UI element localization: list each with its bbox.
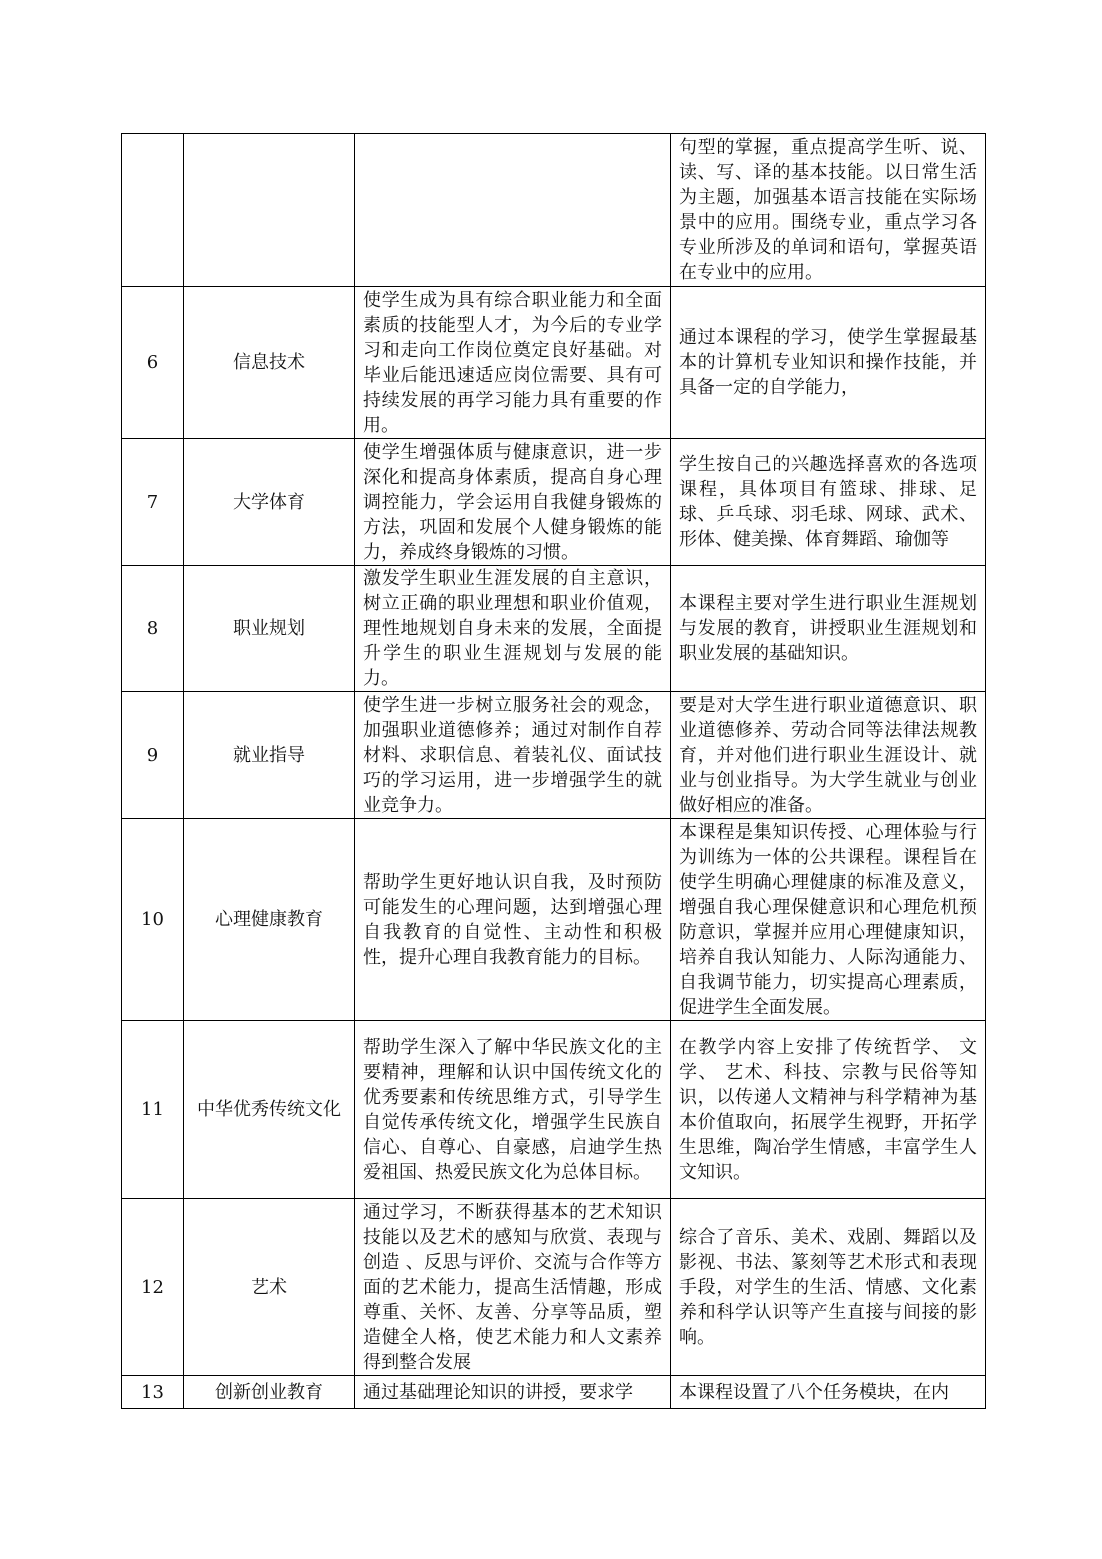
course-content: 本课程主要对学生进行职业生涯规划与发展的教育，讲授职业生涯规划和职业发展的基础知识。	[671, 566, 986, 692]
course-name: 艺术	[184, 1199, 355, 1376]
table-row	[122, 566, 986, 692]
course-name: 创新创业教育	[184, 1376, 355, 1409]
table-row	[122, 819, 986, 1021]
row-number: 7	[122, 439, 184, 566]
course-content: 句型的掌握，重点提高学生听、说、读、写、译的基本技能。以日常生活为主题，加强基本语言技能在实际场景中的应用。围绕专业，重点学习各专业所涉及的单词和语句，掌握英语在专业中的应用。	[671, 134, 986, 287]
course-content: 在教学内容上安排了传统哲学、 文学、 艺术、科技、宗教与民俗等知识，以传递人文精神与科学精神为基本价值取向，拓展学生视野，开拓学生思维，陶冶学生情感，丰富学生人文知识。	[671, 1021, 986, 1199]
course-table	[121, 133, 986, 1409]
course-name: 信息技术	[184, 287, 355, 439]
course-name: 心理健康教育	[184, 819, 355, 1021]
row-number	[122, 134, 184, 287]
table-row	[122, 287, 986, 439]
course-content: 通过本课程的学习，使学生掌握最基本的计算机专业知识和操作技能，并具备一定的自学能力，	[671, 287, 986, 439]
row-number: 10	[122, 819, 184, 1021]
row-number: 8	[122, 566, 184, 692]
course-name: 就业指导	[184, 692, 355, 819]
course-name: 大学体育	[184, 439, 355, 566]
table-row	[122, 692, 986, 819]
course-objective: 使学生进一步树立服务社会的观念，加强职业道德修养；通过对制作自荐材料、求职信息、着装礼仪、面试技巧的学习运用，进一步增强学生的就业竞争力。	[355, 692, 671, 819]
row-number: 12	[122, 1199, 184, 1376]
course-content: 本课程是集知识传授、心理体验与行为训练为一体的公共课程。课程旨在使学生明确心理健康的标准及意义，增强自我心理保健意识和心理危机预防意识，掌握并应用心理健康知识，培养自我认知能力、人际沟通能力、自我调节能力，切实提高心理素质，促进学生全面发展。	[671, 819, 986, 1021]
course-objective: 帮助学生深入了解中华民族文化的主要精神，理解和认识中国传统文化的优秀要素和传统思维方式，引导学生自觉传承传统文化，增强学生民族自信心、自尊心、自豪感，启迪学生热爱祖国、热爱民族文化为总体目标。	[355, 1021, 671, 1199]
course-objective: 使学生增强体质与健康意识，进一步深化和提高身体素质，提高自身心理调控能力，学会运用自我健身锻炼的方法，巩固和发展个人健身锻炼的能力，养成终身锻炼的习惯。	[355, 439, 671, 566]
course-name: 中华优秀传统文化	[184, 1021, 355, 1199]
course-objective: 通过学习，不断获得基本的艺术知识技能以及艺术的感知与欣赏、表现与创造 、反思与评价、交流与合作等方面的艺术能力，提高生活情趣，形成尊重、关怀、友善、分享等品质，塑造健全人格，使艺术能力和人文素养得到整合发展	[355, 1199, 671, 1376]
row-number: 9	[122, 692, 184, 819]
course-content: 综合了音乐、美术、戏剧、舞蹈以及影视、书法、篆刻等艺术形式和表现手段，对学生的生活、情感、文化素养和科学认识等产生直接与间接的影响。	[671, 1199, 986, 1376]
course-content: 要是对大学生进行职业道德意识、职业道德修养、劳动合同等法律法规教育，并对他们进行职业生涯设计、就业与创业指导。为大学生就业与创业做好相应的准备。	[671, 692, 986, 819]
course-objective: 激发学生职业生涯发展的自主意识，树立正确的职业理想和职业价值观，理性地规划自身未来的发展，全面提升学生的职业生涯规划与发展的能力。	[355, 566, 671, 692]
table-row	[122, 134, 986, 287]
course-objective	[355, 134, 671, 287]
row-number: 11	[122, 1021, 184, 1199]
table-row	[122, 1199, 986, 1376]
course-objective: 帮助学生更好地认识自我，及时预防可能发生的心理问题，达到增强心理自我教育的自觉性、主动性和积极性，提升心理自我教育能力的目标。	[355, 819, 671, 1021]
course-content: 学生按自己的兴趣选择喜欢的各选项课程，具体项目有篮球、排球、足球、乒乓球、羽毛球、网球、武术、形体、健美操、体育舞蹈、瑜伽等	[671, 439, 986, 566]
course-objective: 使学生成为具有综合职业能力和全面素质的技能型人才，为今后的专业学习和走向工作岗位奠定良好基础。对毕业后能迅速适应岗位需要、具有可持续发展的再学习能力具有重要的作用。	[355, 287, 671, 439]
course-name	[184, 134, 355, 287]
table-row	[122, 439, 986, 566]
row-number: 13	[122, 1376, 184, 1409]
row-number: 6	[122, 287, 184, 439]
table-row	[122, 1376, 986, 1409]
course-content: 本课程设置了八个任务模块，在内	[671, 1376, 986, 1409]
table-row	[122, 1021, 986, 1199]
course-objective: 通过基础理论知识的讲授，要求学	[355, 1376, 671, 1409]
course-name: 职业规划	[184, 566, 355, 692]
